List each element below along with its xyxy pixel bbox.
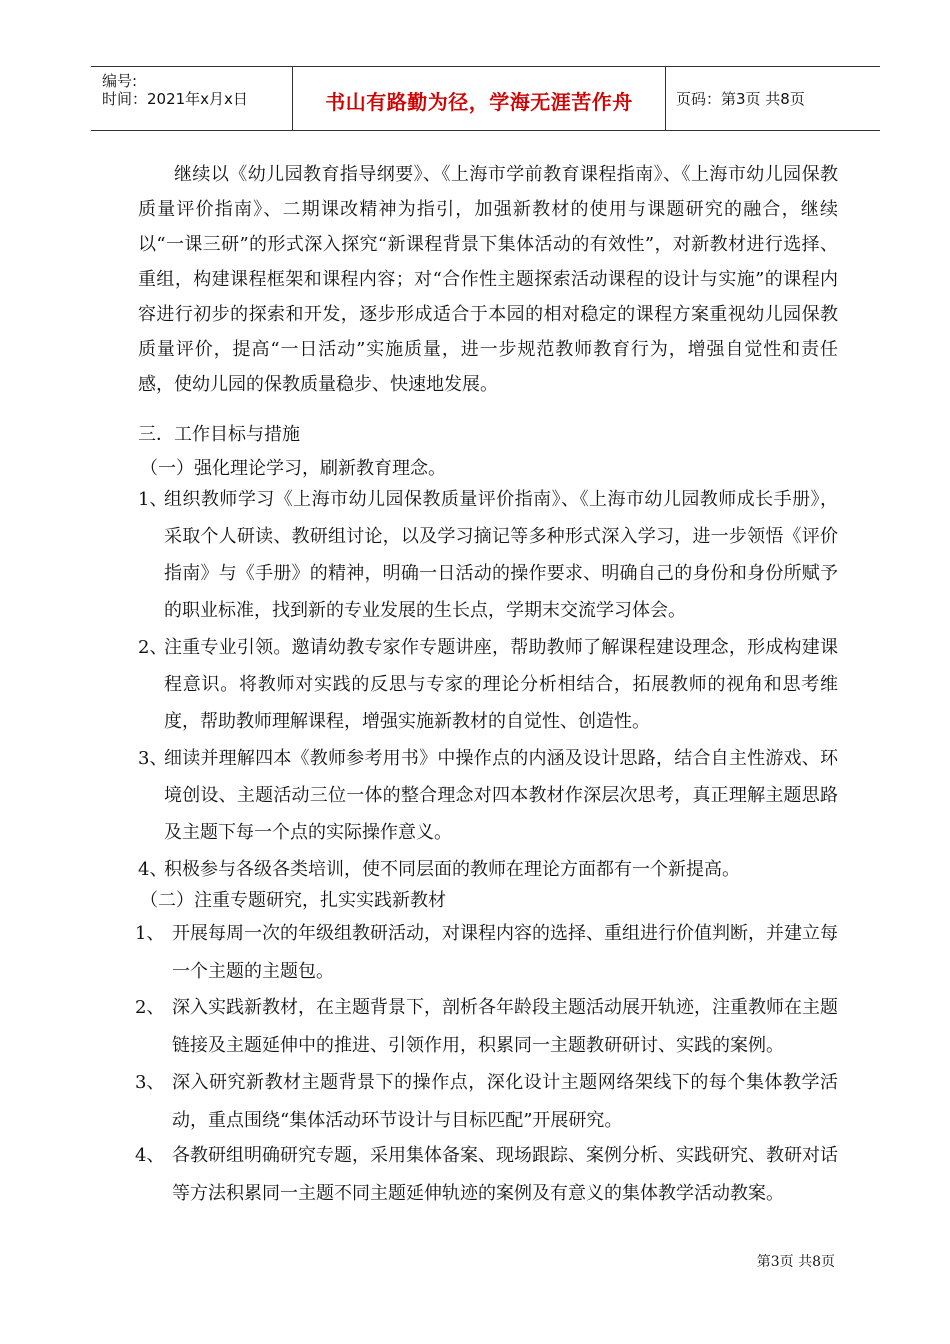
intro-paragraph: 继续以《幼儿园教育指导纲要》、《上海市学前教育课程指南》、《上海市幼儿园保教质量评价指南》、二期课改精神为指引，加强新教材的使用与课题研究的融合，继续以“一课三研”的形式深入探究“新课程背景下集体活动的有效性”，对新教材进行选择、重组，构建课程框架和课程内容；对“合作性主题探索活动课程的设计与实施”的课程内容进行初步的探索和开发，逐步形成适合于本园的相对稳定的课程方案重视幼儿园保教质量评价，提高“一日活动”实施质量，进一步规范教师教育行为，增强自觉性和责任感，使幼儿园的保教质量稳步、快速地发展。	[138, 164, 838, 395]
list-item-number: 3、	[135, 1072, 165, 1093]
list-item-number: 1、	[138, 489, 168, 510]
list-item-number: 2、	[138, 637, 168, 658]
list-item-number: 1、	[135, 923, 165, 944]
subsection-heading: （二）注重专题研究，扎实实践新教材	[140, 890, 446, 911]
list-item-text: 深入研究新教材主题背景下的操作点，深化设计主题网络架线下的每个集体教学活动，重点围绕“集体活动环节设计与目标匹配”开展研究。	[172, 1072, 838, 1131]
list-item-text: 组织教师学习《上海市幼儿园保教质量评价指南》、《上海市幼儿园教师成长手册》，采取个人研读、教研组讨论，以及学习摘记等多种形式深入学习，进一步领悟《评价指南》与《手册》的精神，明确一日活动的操作要求、明确自己的身份和身份所赋予的职业标准，找到新的专业发展的生长点，学期末交流学习体会。	[164, 489, 838, 621]
list-item-text: 细读并理解四本《教师参考用书》中操作点的内涵及设计思路，结合自主性游戏、环境创设、主题活动三位一体的整合理念对四本教材作深层次思考，真正理解主题思路及主题下每一个点的实际操作意义。	[164, 748, 838, 843]
header-divider	[665, 67, 666, 130]
document-time-label: 时间：2021年x月x日	[102, 90, 248, 108]
page-footer: 第3页 共8页	[756, 1254, 835, 1270]
list-item	[135, 915, 838, 991]
list-item	[135, 1137, 838, 1213]
list-item-number: 3、	[138, 748, 168, 769]
list-item-number: 4、	[135, 1145, 165, 1166]
header-slogan: 书山有路勤为径，学海无涯苦作舟	[325, 90, 633, 114]
list-item	[135, 1064, 838, 1140]
list-item-number: 4、	[138, 859, 168, 880]
list-item-text: 注重专业引领。邀请幼教专家作专题讲座，帮助教师了解课程建设理念，形成构建课程意识。将教师对实践的反思与专家的理论分析相结合，拓展教师的视角和思考维度，帮助教师理解课程，增强实施新教材的自觉性、创造性。	[164, 637, 838, 732]
list-item	[138, 740, 838, 851]
list-item	[138, 851, 838, 888]
list-item-text: 积极参与各级各类培训，使不同层面的教师在理论方面都有一个新提高。	[164, 859, 740, 880]
list-item-text: 深入实践新教材，在主题背景下，剖析各年龄段主题活动展开轨迹，注重教师在主题链接及主题延伸中的推进、引领作用，积累同一主题教研研讨、实践的案例。	[172, 997, 838, 1056]
subsection-heading: （一）强化理论学习，刷新教育理念。	[140, 458, 446, 479]
list-item	[138, 629, 838, 740]
list-item-text: 各教研组明确研究专题，采用集体备案、现场跟踪、案例分析、实践研究、教研对话等方法积累同一主题不同主题延伸轨迹的案例及有意义的集体教学活动教案。	[172, 1145, 838, 1204]
list-item	[135, 989, 838, 1065]
header-table	[91, 66, 880, 131]
list-item-text: 开展每周一次的年级组教研活动，对课程内容的选择、重组进行价值判断，并建立每一个主题的主题包。	[172, 923, 838, 982]
section-heading: 三．工作目标与措施	[138, 424, 300, 445]
list-item	[138, 481, 838, 629]
document-number-label: 编号:	[102, 72, 138, 90]
list-item-number: 2、	[135, 997, 165, 1018]
header-page-info: 页码：第3页 共8页	[676, 90, 805, 108]
